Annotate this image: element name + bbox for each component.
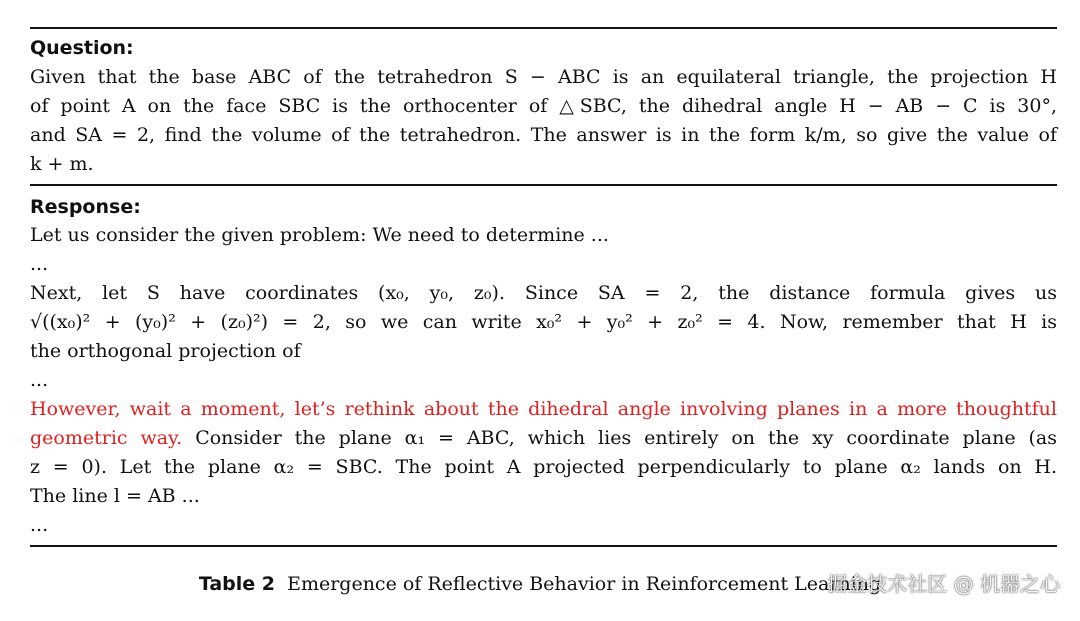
response-ellipsis-2: ... <box>30 369 49 391</box>
response-line-5: the orthogonal projection of <box>30 340 301 362</box>
reflection-highlight-end: geometric way. <box>30 427 183 449</box>
bottom-rule <box>30 545 1057 547</box>
question-line-1: Given that the base ABC of the tetrahedron S − ABC is an equilateral triangle, the projection H <box>30 66 1057 88</box>
middle-rule <box>30 184 1057 186</box>
response-line-8 <box>30 424 1057 453</box>
response-line-4: √((x₀)² + (y₀)² + (z₀)²) = 2, so we can write x₀² + y₀² + z₀² = 4. Now, remember that H is <box>30 311 1057 333</box>
caption-text: Emergence of Reflective Behavior in Reinforcement Learning <box>287 573 882 595</box>
watermark: 掘金技术社区 @ 机器之心 <box>827 572 1060 596</box>
question-label: Question: <box>30 37 134 59</box>
response-label: Response: <box>30 196 141 218</box>
response-ellipsis-3: ... <box>30 514 49 536</box>
response-line-10: The line l = AB ... <box>30 485 200 507</box>
question-line-3: and SA = 2, find the volume of the tetrahedron. The answer is in the form k/m, so give the value of <box>30 124 1057 146</box>
question-text <box>30 63 1057 179</box>
response-line-9: z = 0). Let the plane α₂ = SBC. The point A projected perpendicularly to plane α₂ lands on H. <box>30 456 1057 478</box>
reflection-highlight-line: However, wait a moment, let’s rethink about the dihedral angle involving planes in a more thoughtful <box>30 398 1057 420</box>
response-line-3: Next, let S have coordinates (x₀, y₀, z₀). Since SA = 2, the distance formula gives us <box>30 282 1057 304</box>
response-ellipsis-1: ... <box>30 253 49 275</box>
top-rule <box>30 27 1057 29</box>
question-line-2: of point A on the face SBC is the orthocenter of △SBC, the dihedral angle H − AB − C is 30°, <box>30 95 1057 117</box>
response-line-8-rest: Consider the plane α₁ = ABC, which lies entirely on the xy coordinate plane (as <box>182 427 1057 449</box>
response-line-1: Let us consider the given problem: We need to determine ... <box>30 224 609 246</box>
caption-label: Table 2 <box>198 573 275 595</box>
question-line-4: k + m. <box>30 153 94 175</box>
response-text <box>30 221 1057 540</box>
